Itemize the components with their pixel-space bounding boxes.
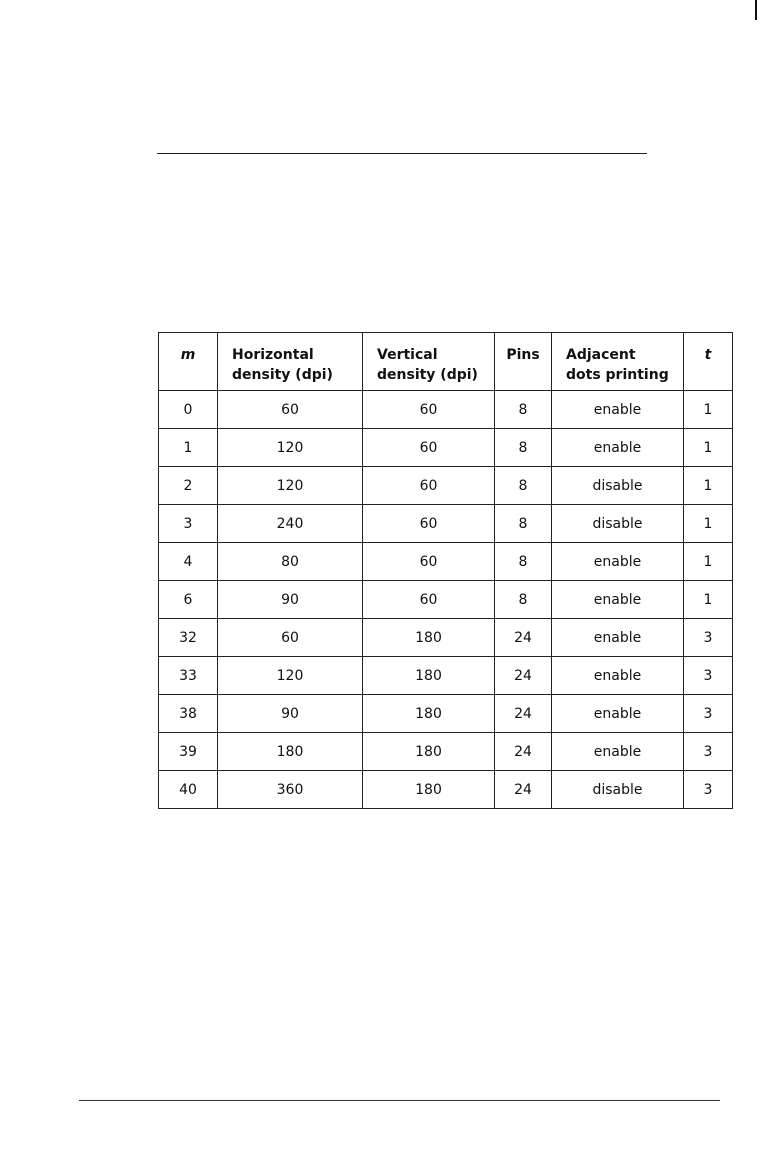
m-cell: 1 bbox=[159, 429, 218, 467]
page-edge-mark bbox=[755, 0, 757, 20]
top-rule bbox=[157, 153, 647, 154]
header-horizontal-line2: density (dpi) bbox=[232, 367, 333, 383]
horizontal-density-cell: 90 bbox=[218, 581, 363, 619]
horizontal-density-cell: 80 bbox=[218, 543, 363, 581]
horizontal-density-cell: 120 bbox=[218, 429, 363, 467]
vertical-density-cell: 180 bbox=[363, 771, 495, 809]
pins-cell: 24 bbox=[495, 733, 552, 771]
adjacent-dots-cell: enable bbox=[552, 581, 684, 619]
table-row bbox=[159, 581, 733, 619]
table-row bbox=[159, 657, 733, 695]
t-cell: 3 bbox=[684, 695, 733, 733]
table-row bbox=[159, 619, 733, 657]
table-row bbox=[159, 391, 733, 429]
horizontal-density-cell: 360 bbox=[218, 771, 363, 809]
pins-cell: 8 bbox=[495, 581, 552, 619]
vertical-density-cell: 180 bbox=[363, 695, 495, 733]
pins-cell: 8 bbox=[495, 391, 552, 429]
vertical-density-cell: 60 bbox=[363, 429, 495, 467]
t-cell: 1 bbox=[684, 543, 733, 581]
horizontal-density-cell: 60 bbox=[218, 619, 363, 657]
vertical-density-cell: 60 bbox=[363, 505, 495, 543]
header-horizontal-density bbox=[218, 333, 363, 391]
m-cell: 6 bbox=[159, 581, 218, 619]
adjacent-dots-cell: enable bbox=[552, 543, 684, 581]
pins-cell: 8 bbox=[495, 429, 552, 467]
adjacent-dots-cell: enable bbox=[552, 695, 684, 733]
adjacent-dots-cell: enable bbox=[552, 429, 684, 467]
horizontal-density-cell: 120 bbox=[218, 657, 363, 695]
m-cell: 2 bbox=[159, 467, 218, 505]
m-cell: 4 bbox=[159, 543, 218, 581]
t-cell: 1 bbox=[684, 581, 733, 619]
adjacent-dots-cell: enable bbox=[552, 391, 684, 429]
table-row bbox=[159, 543, 733, 581]
table-row bbox=[159, 505, 733, 543]
header-m: m bbox=[159, 333, 218, 391]
horizontal-density-cell: 120 bbox=[218, 467, 363, 505]
t-cell: 3 bbox=[684, 619, 733, 657]
pins-cell: 8 bbox=[495, 467, 552, 505]
pins-cell: 8 bbox=[495, 543, 552, 581]
pins-cell: 8 bbox=[495, 505, 552, 543]
m-cell: 3 bbox=[159, 505, 218, 543]
header-horizontal-line1: Horizontal bbox=[232, 347, 314, 363]
adjacent-dots-cell: enable bbox=[552, 619, 684, 657]
horizontal-density-cell: 240 bbox=[218, 505, 363, 543]
vertical-density-cell: 180 bbox=[363, 733, 495, 771]
vertical-density-cell: 60 bbox=[363, 581, 495, 619]
pins-cell: 24 bbox=[495, 657, 552, 695]
m-cell: 33 bbox=[159, 657, 218, 695]
horizontal-density-cell: 90 bbox=[218, 695, 363, 733]
table-body bbox=[159, 391, 733, 809]
header-vertical-line2: density (dpi) bbox=[377, 367, 478, 383]
table-row bbox=[159, 695, 733, 733]
adjacent-dots-cell: enable bbox=[552, 657, 684, 695]
t-cell: 3 bbox=[684, 771, 733, 809]
bottom-rule bbox=[79, 1100, 720, 1101]
pins-cell: 24 bbox=[495, 619, 552, 657]
header-vertical-density bbox=[363, 333, 495, 391]
vertical-density-cell: 60 bbox=[363, 391, 495, 429]
header-vertical-line1: Vertical bbox=[377, 347, 438, 363]
t-cell: 3 bbox=[684, 657, 733, 695]
adjacent-dots-cell: disable bbox=[552, 771, 684, 809]
adjacent-dots-cell: disable bbox=[552, 467, 684, 505]
vertical-density-cell: 180 bbox=[363, 657, 495, 695]
t-cell: 1 bbox=[684, 391, 733, 429]
adjacent-dots-cell: enable bbox=[552, 733, 684, 771]
m-cell: 40 bbox=[159, 771, 218, 809]
table-row bbox=[159, 733, 733, 771]
horizontal-density-cell: 180 bbox=[218, 733, 363, 771]
vertical-density-cell: 60 bbox=[363, 467, 495, 505]
m-cell: 0 bbox=[159, 391, 218, 429]
header-adjacent-line1: Adjacent bbox=[566, 347, 636, 363]
table-row bbox=[159, 771, 733, 809]
header-pins: Pins bbox=[495, 333, 552, 391]
vertical-density-cell: 60 bbox=[363, 543, 495, 581]
bit-image-density-table bbox=[158, 332, 733, 809]
table-row bbox=[159, 467, 733, 505]
horizontal-density-cell: 60 bbox=[218, 391, 363, 429]
m-cell: 39 bbox=[159, 733, 218, 771]
table-row bbox=[159, 429, 733, 467]
header-t: t bbox=[684, 333, 733, 391]
m-cell: 32 bbox=[159, 619, 218, 657]
t-cell: 1 bbox=[684, 429, 733, 467]
vertical-density-cell: 180 bbox=[363, 619, 495, 657]
adjacent-dots-cell: disable bbox=[552, 505, 684, 543]
m-cell: 38 bbox=[159, 695, 218, 733]
t-cell: 3 bbox=[684, 733, 733, 771]
pins-cell: 24 bbox=[495, 771, 552, 809]
header-adjacent-dots bbox=[552, 333, 684, 391]
pins-cell: 24 bbox=[495, 695, 552, 733]
t-cell: 1 bbox=[684, 505, 733, 543]
table-header-row bbox=[159, 333, 733, 391]
t-cell: 1 bbox=[684, 467, 733, 505]
header-adjacent-line2: dots printing bbox=[566, 367, 669, 383]
